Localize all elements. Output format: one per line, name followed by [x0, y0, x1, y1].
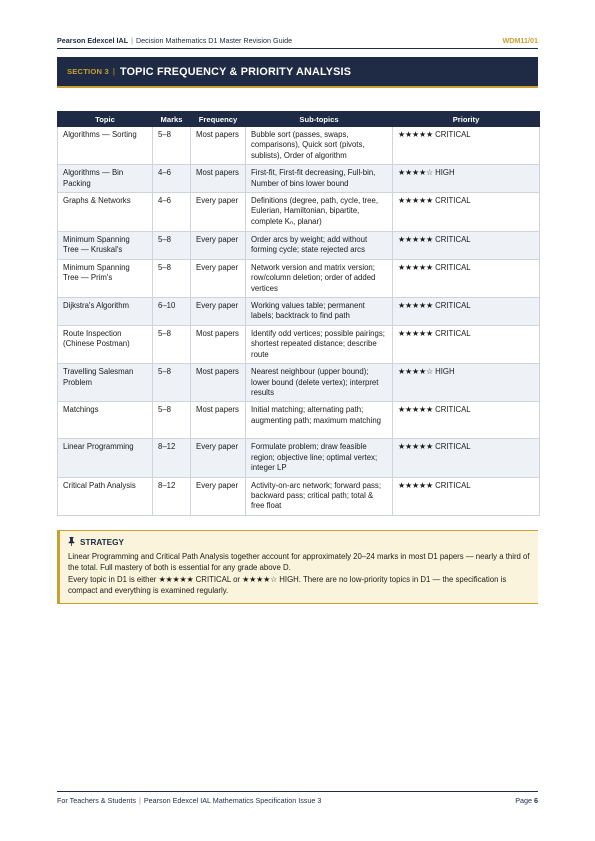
column-header-topic: Topic [58, 112, 153, 127]
cell-priority: ★★★★★ CRITICAL [393, 259, 540, 297]
table-row [58, 259, 540, 297]
column-header-subtopics: Sub-topics [246, 112, 393, 127]
cell-frequency: Every paper [191, 193, 246, 232]
cell-subtopics: Nearest neighbour (upper bound); lower bound (delete vertex); interpret results [246, 364, 393, 402]
strategy-heading [68, 537, 530, 548]
cell-frequency: Every paper [191, 477, 246, 515]
cell-priority: ★★★★★ CRITICAL [393, 402, 540, 439]
cell-marks: 5–8 [153, 402, 191, 439]
cell-marks: 4–6 [153, 165, 191, 193]
cell-topic: Matchings [58, 402, 153, 439]
header-left [57, 36, 292, 45]
header-brand: Pearson Edexcel IAL [57, 35, 129, 45]
cell-topic: Critical Path Analysis [58, 477, 153, 515]
cell-subtopics: Working values table; permanent labels; backtrack to find path [246, 298, 393, 326]
cell-frequency: Most papers [191, 127, 246, 165]
cell-topic: Minimum Spanning Tree — Kruskal's [58, 232, 153, 260]
cell-subtopics: Order arcs by weight; add without forming cycle; state rejected arcs [246, 232, 393, 260]
cell-subtopics: Bubble sort (passes, swaps, comparisons), Quick sort (pivots, sublists), Order of algorithm [246, 127, 393, 165]
cell-topic: Travelling Salesman Problem [58, 364, 153, 402]
cell-marks: 5–8 [153, 127, 191, 165]
section-banner [57, 57, 538, 88]
cell-priority: ★★★★★ CRITICAL [393, 325, 540, 363]
footer-left [57, 796, 321, 805]
table-row [58, 298, 540, 326]
table-row [58, 325, 540, 363]
page-header [57, 33, 538, 47]
cell-frequency: Every paper [191, 259, 246, 297]
footer-audience: For Teachers & Students [57, 795, 136, 805]
footer-separator: | [138, 795, 141, 805]
cell-topic: Algorithms — Bin Packing [58, 165, 153, 193]
cell-frequency: Every paper [191, 232, 246, 260]
cell-priority: ★★★★☆ HIGH [393, 165, 540, 193]
header-guide-title: Decision Mathematics D1 Master Revision Guide [135, 35, 293, 45]
table-row [58, 477, 540, 515]
strategy-paragraph: Every topic in D1 is either ★★★★★ CRITICAL or ★★★★☆ HIGH. There are no low-priority topics in D1 — the specification is compact and everything is examined regularly. [68, 575, 507, 595]
table-header-row [58, 112, 540, 127]
footer-spec: Pearson Edexcel IAL Mathematics Specification Issue 3 [143, 795, 322, 805]
column-header-frequency: Frequency [191, 112, 246, 127]
cell-subtopics: Network version and matrix version; row/column deletion; order of added vertices [246, 259, 393, 297]
table-row [58, 127, 540, 165]
strategy-title: STRATEGY [80, 538, 124, 547]
cell-topic: Algorithms — Sorting [58, 127, 153, 165]
cell-marks: 4–6 [153, 193, 191, 232]
page-number: 6 [534, 795, 538, 805]
cell-priority: ★★★★☆ HIGH [393, 364, 540, 402]
cell-priority: ★★★★★ CRITICAL [393, 127, 540, 165]
strategy-callout [57, 530, 538, 604]
cell-frequency: Every paper [191, 298, 246, 326]
cell-frequency: Most papers [191, 165, 246, 193]
cell-topic: Linear Programming [58, 439, 153, 477]
cell-marks: 5–8 [153, 325, 191, 363]
topic-priority-table [57, 111, 540, 516]
cell-topic: Route Inspection (Chinese Postman) [58, 325, 153, 363]
cell-subtopics: Activity-on-arc network; forward pass; backward pass; critical path; total & free float [246, 477, 393, 515]
cell-frequency: Most papers [191, 325, 246, 363]
footer-divider [57, 791, 538, 792]
strategy-paragraph: Linear Programming and Critical Path Analysis together account for approximately 20–24 marks in most D1 papers — nearly a third of the total. Full mastery of both is essential for any grade above D. [68, 552, 530, 572]
page-label: Page [515, 795, 532, 805]
cell-priority: ★★★★★ CRITICAL [393, 193, 540, 232]
table-row [58, 439, 540, 477]
page-number-label [515, 796, 538, 805]
cell-topic: Minimum Spanning Tree — Prim's [58, 259, 153, 297]
cell-frequency: Every paper [191, 439, 246, 477]
table-row [58, 402, 540, 439]
cell-priority: ★★★★★ CRITICAL [393, 232, 540, 260]
column-header-priority: Priority [393, 112, 540, 127]
cell-topic: Graphs & Networks [58, 193, 153, 232]
cell-subtopics: Formulate problem; draw feasible region; objective line; optimal vertex; integer LP [246, 439, 393, 477]
table-row [58, 193, 540, 232]
cell-subtopics: Identify odd vertices; possible pairings; shortest repeated distance; describe route [246, 325, 393, 363]
header-separator: | [131, 35, 133, 45]
pin-icon [68, 537, 75, 548]
cell-marks: 5–8 [153, 259, 191, 297]
header-paper-code: WDM11/01 [502, 35, 538, 45]
cell-marks: 6–10 [153, 298, 191, 326]
section-title: TOPIC FREQUENCY & PRIORITY ANALYSIS [119, 65, 352, 78]
section-separator: | [112, 67, 115, 76]
column-header-marks: Marks [153, 112, 191, 127]
cell-marks: 8–12 [153, 439, 191, 477]
cell-marks: 5–8 [153, 232, 191, 260]
cell-frequency: Most papers [191, 402, 246, 439]
page-footer [57, 794, 538, 806]
cell-priority: ★★★★★ CRITICAL [393, 477, 540, 515]
cell-priority: ★★★★★ CRITICAL [393, 439, 540, 477]
cell-marks: 8–12 [153, 477, 191, 515]
cell-subtopics: First-fit, First-fit decreasing, Full-bin, Number of bins lower bound [246, 165, 393, 193]
cell-subtopics: Definitions (degree, path, cycle, tree, Eulerian, Hamiltonian, bipartite, complete Kₙ, planar) [246, 193, 393, 232]
cell-frequency: Most papers [191, 364, 246, 402]
cell-subtopics: Initial matching; alternating path; augmenting path; maximum matching [246, 402, 393, 439]
table-row [58, 364, 540, 402]
section-label: SECTION 3 [67, 67, 109, 76]
cell-marks: 5–8 [153, 364, 191, 402]
header-divider [57, 48, 538, 49]
cell-topic: Dijkstra's Algorithm [58, 298, 153, 326]
cell-priority: ★★★★★ CRITICAL [393, 298, 540, 326]
table-row [58, 232, 540, 260]
table-row [58, 165, 540, 193]
